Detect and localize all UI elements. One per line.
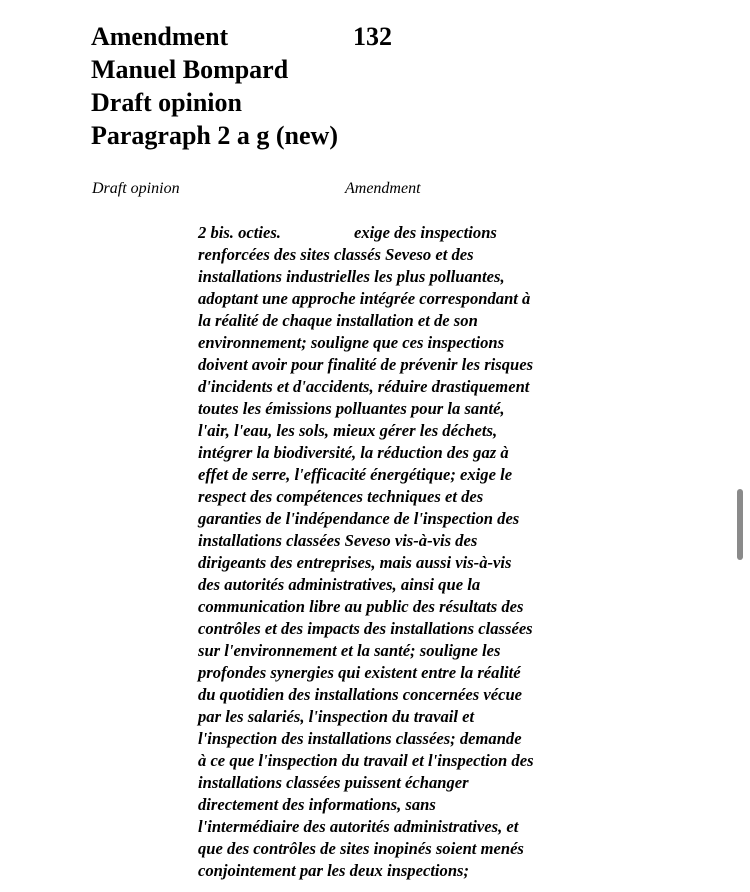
amendment-line: l'inspection des installations classées; demande — [198, 729, 522, 748]
amendment-line: directement des informations, sans — [198, 795, 436, 814]
amendment-line: garanties de l'indépendance de l'inspection des — [198, 509, 520, 528]
amendment-line: profondes synergies qui existent entre la réalité — [198, 663, 521, 682]
amendment-line: à ce que l'inspection du travail et l'inspection des — [198, 751, 534, 770]
amendment-line: adoptant une approche intégrée correspondant à — [198, 289, 531, 308]
amendment-line: installations classées puissent échanger — [198, 773, 469, 792]
amendment-line-text: exige des inspections — [354, 223, 497, 242]
amendment-line: respect des compétences techniques et des — [198, 487, 484, 506]
amendment-line: doivent avoir pour finalité de prévenir les risques — [198, 355, 534, 374]
author-name: Manuel Bompard — [91, 55, 289, 84]
amendment-line: la réalité de chaque installation et de son — [198, 311, 478, 330]
amendment-line: du quotidien des installations concernées vécue — [198, 685, 523, 704]
amendment-line: communication libre au public des résultats des — [198, 597, 524, 616]
amendment-line: effet de serre, l'efficacité énergétique; exige le — [198, 465, 513, 484]
amendment-line — [198, 222, 593, 244]
amendment-line: dirigeants des entreprises, mais aussi vis-à-vis — [198, 553, 512, 572]
amendment-line: que des contrôles de sites inopinés soient menés — [198, 839, 524, 858]
amendment-line: environnement; souligne que ces inspections — [198, 333, 505, 352]
paragraph-reference: Paragraph 2 a g (new) — [91, 121, 338, 150]
amendment-line: toutes les émissions polluantes pour la santé, — [198, 399, 505, 418]
amendment-line: renforcées des sites classés Seveso et des — [198, 245, 474, 264]
amendment-line: sur l'environnement et la santé; souligne les — [198, 641, 501, 660]
amendment-line: par les salariés, l'inspection du travail et — [198, 707, 475, 726]
amendment-number: 132 — [353, 22, 392, 51]
paragraph-number: 2 bis. octies. — [198, 223, 281, 242]
amendment-line: d'incidents et d'accidents, réduire drastiquement — [198, 377, 530, 396]
amendment-line: installations classées Seveso vis-à-vis des — [198, 531, 478, 550]
document-type: Draft opinion — [91, 88, 242, 117]
amendment-line: intégrer la biodiversité, la réduction des gaz à — [198, 443, 509, 462]
column-label-draft-opinion: Draft opinion — [92, 180, 180, 197]
amendment-line: des autorités administratives, ainsi que la — [198, 575, 481, 594]
amendment-line: conjointement par les deux inspections; — [198, 861, 470, 880]
amendment-line: l'intermédiaire des autorités administratives, et — [198, 817, 519, 836]
column-label-amendment: Amendment — [345, 180, 421, 197]
amendment-text — [198, 222, 593, 882]
amendment-line: l'air, l'eau, les sols, mieux gérer les déchets, — [198, 421, 498, 440]
amendment-line: installations industrielles les plus polluantes, — [198, 267, 505, 286]
amendment-label: Amendment — [91, 22, 229, 51]
amendment-heading — [91, 20, 392, 152]
vertical-scrollbar-thumb[interactable] — [737, 489, 743, 560]
amendment-line: contrôles et des impacts des installations classées — [198, 619, 533, 638]
